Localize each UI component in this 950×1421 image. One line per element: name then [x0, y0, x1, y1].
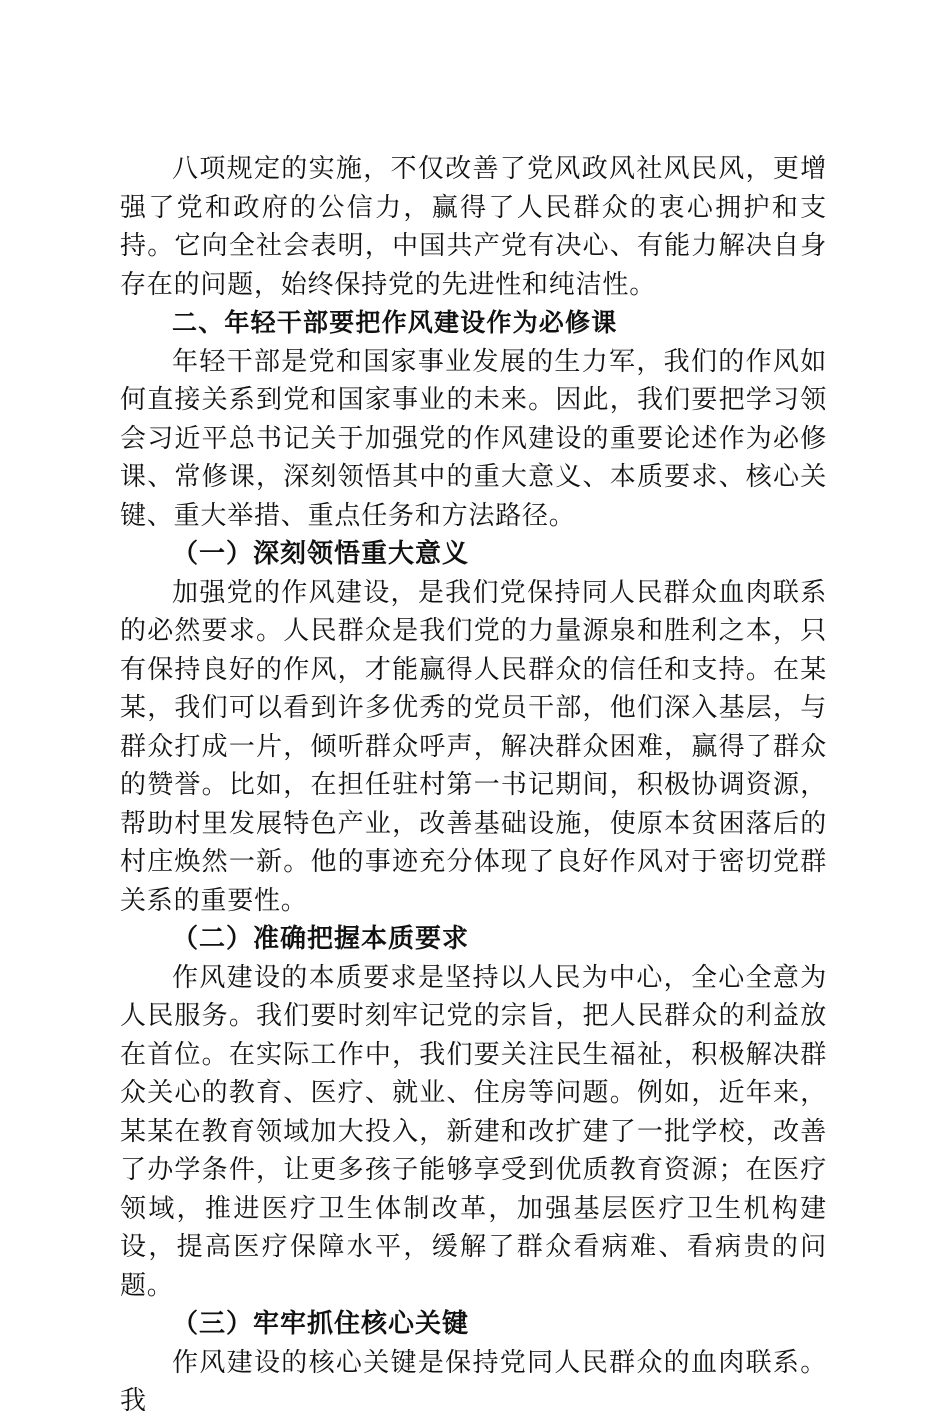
subheading-essential-requirements: （二）准确把握本质要求	[172, 924, 470, 954]
paragraph-young-cadres: 年轻干部是党和国家事业发展的生力军，我们的作风如何直接关系到党和国家事业的未来。因此，我们要把学习领会习近平总书记关于加强党的作风建设的重要论述作为必修课、常修课，深刻领悟其中的重大意义、本质要求、核心关键、重大举措、重点任务和方法路径。	[120, 346, 827, 531]
document-page	[120, 150, 827, 1421]
subheading-significance: （一）深刻领悟重大意义	[172, 539, 470, 569]
paragraph-essential-requirements: 作风建设的本质要求是坚持以人民为中心，全心全意为人民服务。我们要时刻牢记党的宗旨，把人民群众的利益放在首位。在实际工作中，我们要关注民生福祉，积极解决群众关心的教育、医疗、就业、住房等问题。例如，近年来，某某在教育领域加大投入，新建和改扩建了一批学校，改善了办学条件，让更多孩子能够享受到优质教育资源；在医疗领域，推进医疗卫生体制改革，加强基层医疗卫生机构建设，提高医疗保障水平，缓解了群众看病难、看病贵的问题。	[120, 962, 827, 1301]
subheading-core-key: （三）牢牢抓住核心关键	[172, 1309, 470, 1339]
section-heading-young-cadres: 二、年轻干部要把作风建设作为必修课	[172, 308, 618, 337]
paragraph-significance: 加强党的作风建设，是我们党保持同人民群众血肉联系的必然要求。人民群众是我们党的力量源泉和胜利之本，只有保持良好的作风，才能赢得人民群众的信任和支持。在某某，我们可以看到许多优秀的党员干部，他们深入基层，与群众打成一片，倾听群众呼声，解决群众困难，赢得了群众的赞誉。比如，在担任驻村第一书记期间，积极协调资源，帮助村里发展特色产业，改善基础设施，使原本贫困落后的村庄焕然一新。他的事迹充分体现了良好作风对于密切党群关系的重要性。	[120, 577, 827, 916]
paragraph-core-key: 作风建设的核心关键是保持党同人民群众的血肉联系。我	[120, 1347, 827, 1416]
paragraph-eight-point-regulations: 八项规定的实施，不仅改善了党风政风社风民风，更增强了党和政府的公信力，赢得了人民群众的衷心拥护和支持。它向全社会表明，中国共产党有决心、有能力解决自身存在的问题，始终保持党的先进性和纯洁性。	[120, 154, 827, 300]
